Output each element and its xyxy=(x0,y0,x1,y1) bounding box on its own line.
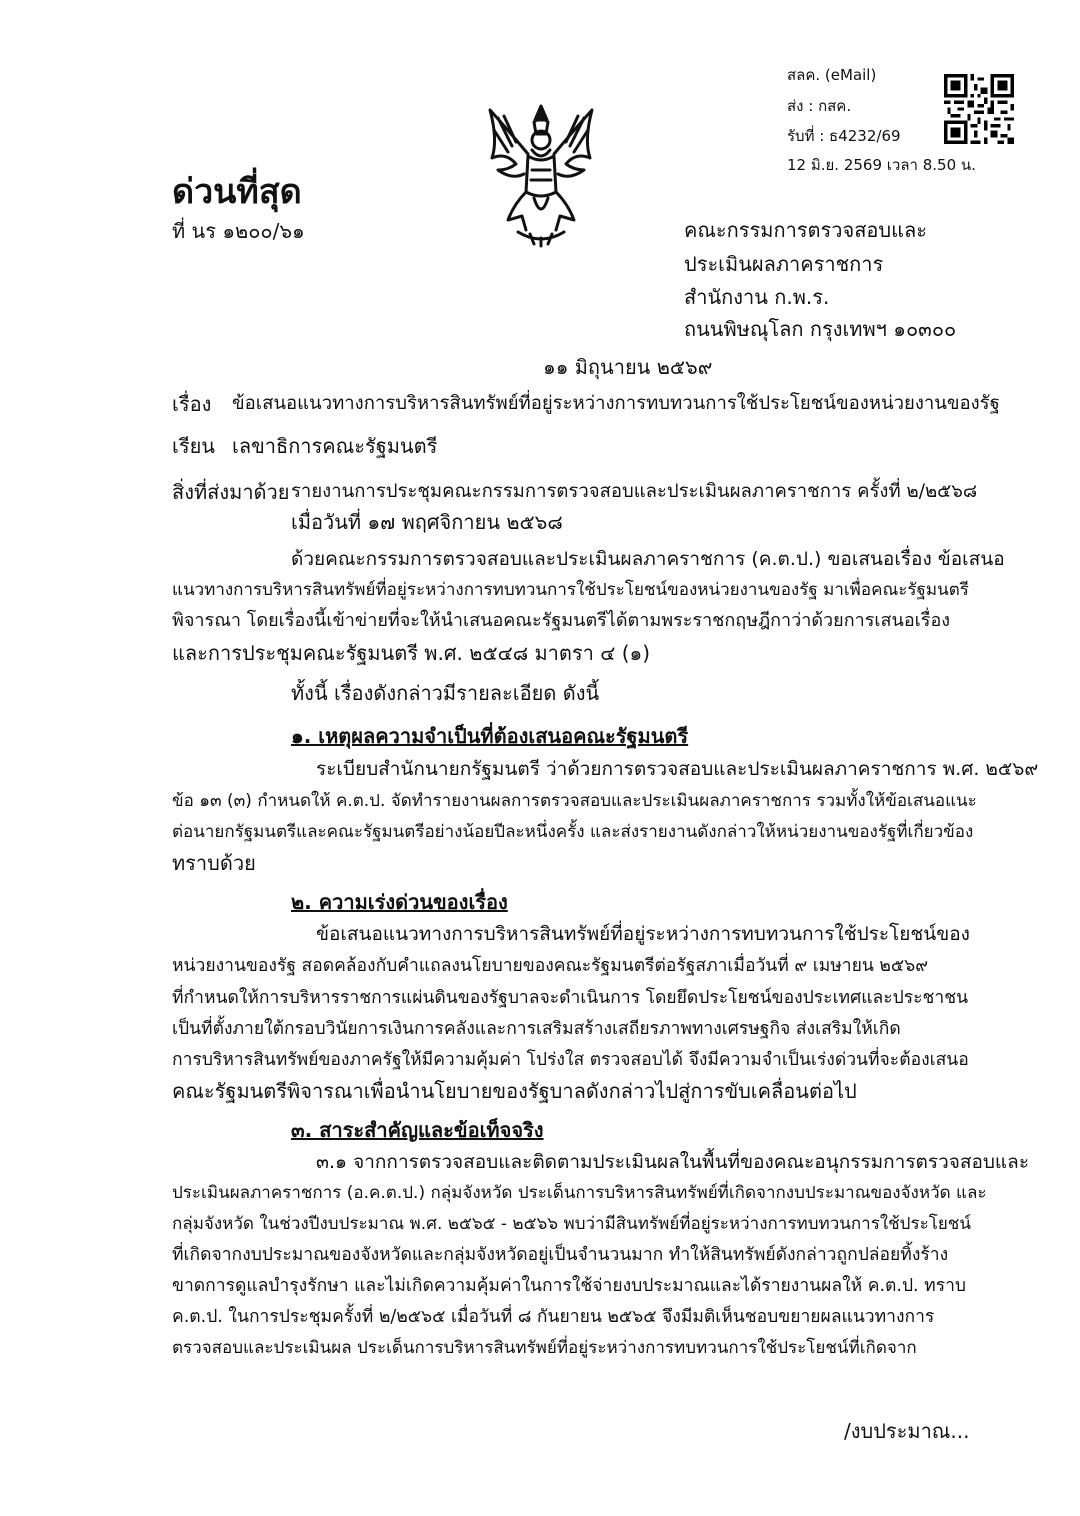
section-3-line-5: ขาดการดูแลบำรุงรักษา และไม่เกิดความคุ้มค่าในการใช้จ่ายงบประมาณและได้รายงานผลให้ ค.ต.ป. ทราบ xyxy=(172,1276,967,1296)
enclosure-line-2: เมื่อวันที่ ๑๗ พฤศจิกายน ๒๕๖๘ xyxy=(291,510,563,534)
intro-line-3: พิจารณา โดยเรื่องนี้เข้าข่ายที่จะให้นำเสนอคณะรัฐมนตรีได้ตามพระราชกฤษฎีกาว่าด้วยการเสนอเรื่อง xyxy=(172,610,951,631)
document-number: ที่ นร ๑๒๐๐/๖๑ xyxy=(172,219,305,243)
stamp-line-3: รับที่ : ธ4232/69 xyxy=(787,127,901,145)
section-3-line-7: ตรวจสอบและประเมินผล ประเด็นการบริหารสินทรัพย์ที่อยู่ระหว่างการทบทวนการใช้ประโยชน์ที่เกิดจาก xyxy=(172,1338,917,1358)
stamp-line-2: ส่ง : กสค. xyxy=(787,97,852,115)
subject-text: ข้อเสนอแนวทางการบริหารสินทรัพย์ที่อยู่ระหว่างการทบทวนการใช้ประโยชน์ของหน่วยงานของรัฐ xyxy=(232,393,1000,414)
section-2-line-4: เป็นที่ตั้งภายใต้กรอบวินัยการเงินการคลังและการเสริมสร้างเสถียรภาพทางเศรษฐกิจ ส่งเสริมให้เกิด xyxy=(172,1019,901,1039)
section-3-line-4: ที่เกิดจากงบประมาณของจังหวัดและกลุ่มจังหวัดอยู่เป็นจำนวนมาก ทำให้สินทรัพย์ดังกล่าวถูกปล่อยทิ้งร้าง xyxy=(172,1245,949,1265)
recipient-label: เรียน xyxy=(172,434,215,458)
enclosure-label: สิ่งที่ส่งมาด้วย xyxy=(172,480,290,504)
intro-line-4: และการประชุมคณะรัฐมนตรี พ.ศ. ๒๕๔๘ มาตรา ๔ (๑) xyxy=(172,641,651,665)
stamp-line-1: สลค. (eMail) xyxy=(787,66,877,84)
section-2-line-2: หน่วยงานของรัฐ สอดคล้องกับคำแถลงนโยบายของคณะรัฐมนตรีต่อรัฐสภาเมื่อวันที่ ๙ เมษายน ๒๕๖๙ xyxy=(172,956,929,976)
section-1-line-4: ทราบด้วย xyxy=(172,851,256,875)
enclosure-line-1: รายงานการประชุมคณะกรรมการตรวจสอบและประเมินผลภาคราชการ ครั้งที่ ๒/๒๕๖๘ xyxy=(291,481,978,502)
section-2-line-3: ที่กำหนดให้การบริหารราชการแผ่นดินของรัฐบาลจะดำเนินการ โดยยึดประโยชน์ของประเทศและประชาชน xyxy=(172,988,969,1008)
garuda-emblem-icon xyxy=(478,100,604,248)
section-1-heading: ๑. เหตุผลความจำเป็นที่ต้องเสนอคณะรัฐมนตรี xyxy=(291,724,689,748)
sender-line-4: ถนนพิษณุโลก กรุงเทพฯ ๑๐๓๐๐ xyxy=(684,317,957,341)
section-1-line-2: ข้อ ๑๓ (๓) กำหนดให้ ค.ต.ป. จัดทำรายงานผลการตรวจสอบและประเมินผลภาคราชการ รวมทั้งให้ข้อเสนอแนะ xyxy=(172,791,977,811)
section-2-line-5: การบริหารสินทรัพย์ของภาครัฐให้มีความคุ้มค่า โปร่งใส ตรวจสอบได้ จึงมีความจำเป็นเร่งด่วนที่จะต้องเสนอ xyxy=(172,1050,969,1070)
section-1-line-3: ต่อนายกรัฐมนตรีและคณะรัฐมนตรีอย่างน้อยปีละหนึ่งครั้ง และส่งรายงานดังกล่าวให้หน่วยงานของรัฐที่เกี่ยวข้อง xyxy=(172,822,974,842)
continuation-marker: /งบประมาณ... xyxy=(844,1419,970,1443)
sender-line-3: สำนักงาน ก.พ.ร. xyxy=(684,285,830,309)
intro-details: ทั้งนี้ เรื่องดังกล่าวมีรายละเอียด ดังนี้ xyxy=(291,681,600,705)
sender-line-1: คณะกรรมการตรวจสอบและ xyxy=(684,218,928,242)
section-3-line-1: ๓.๑ จากการตรวจสอบและติดตามประเมินผลในพื้นที่ของคณะอนุกรรมการตรวจสอบและ xyxy=(316,1151,1030,1173)
section-2-line-6: คณะรัฐมนตรีพิจารณาเพื่อนำนโยบายของรัฐบาลดังกล่าวไปสู่การขับเคลื่อนต่อไป xyxy=(172,1079,857,1103)
section-2-line-1: ข้อเสนอแนวทางการบริหารสินทรัพย์ที่อยู่ระหว่างการทบทวนการใช้ประโยชน์ของ xyxy=(316,923,970,945)
stamp-line-4: 12 มิ.ย. 2569 เวลา 8.50 น. xyxy=(787,156,976,174)
section-3-line-2: ประเมินผลภาคราชการ (อ.ค.ต.ป.) กลุ่มจังหวัด ประเด็นการบริหารสินทรัพย์ที่เกิดจากงบประมาณของจังหวัด และ xyxy=(172,1183,987,1203)
intro-line-2: แนวทางการบริหารสินทรัพย์ที่อยู่ระหว่างการทบทวนการใช้ประโยชน์ของหน่วยงานของรัฐ มาเพื่อคณะรัฐมนตรี xyxy=(172,580,969,600)
sender-line-2: ประเมินผลภาคราชการ xyxy=(684,252,884,276)
urgency-label: ด่วนที่สุด xyxy=(172,172,302,212)
qr-code-icon xyxy=(944,74,1014,144)
intro-line-1: ด้วยคณะกรรมการตรวจสอบและประเมินผลภาคราชการ (ค.ต.ป.) ขอเสนอเรื่อง ข้อเสนอ xyxy=(291,548,1005,570)
recipient-text: เลขาธิการคณะรัฐมนตรี xyxy=(232,434,438,458)
section-1-line-1: ระเบียบสำนักนายกรัฐมนตรี ว่าด้วยการตรวจสอบและประเมินผลภาคราชการ พ.ศ. ๒๕๖๙ xyxy=(316,758,1039,780)
section-3-line-6: ค.ต.ป. ในการประชุมครั้งที่ ๒/๒๕๖๕ เมื่อวันที่ ๘ กันยายน ๒๕๖๕ จึงมีมติเห็นชอบขยายผลแนวทางการ xyxy=(172,1307,935,1327)
document-date: ๑๑ มิถุนายน ๒๕๖๙ xyxy=(543,355,713,379)
subject-label: เรื่อง xyxy=(172,392,212,416)
section-2-heading: ๒. ความเร่งด่วนของเรื่อง xyxy=(291,890,508,914)
section-3-line-3: กลุ่มจังหวัด ในช่วงปีงบประมาณ พ.ศ. ๒๕๖๕ - ๒๕๖๖ พบว่ามีสินทรัพย์ที่อยู่ระหว่างการทบทวนการใช้ประโยชน์ xyxy=(172,1214,971,1234)
section-3-heading: ๓. สาระสำคัญและข้อเท็จจริง xyxy=(291,1118,544,1142)
